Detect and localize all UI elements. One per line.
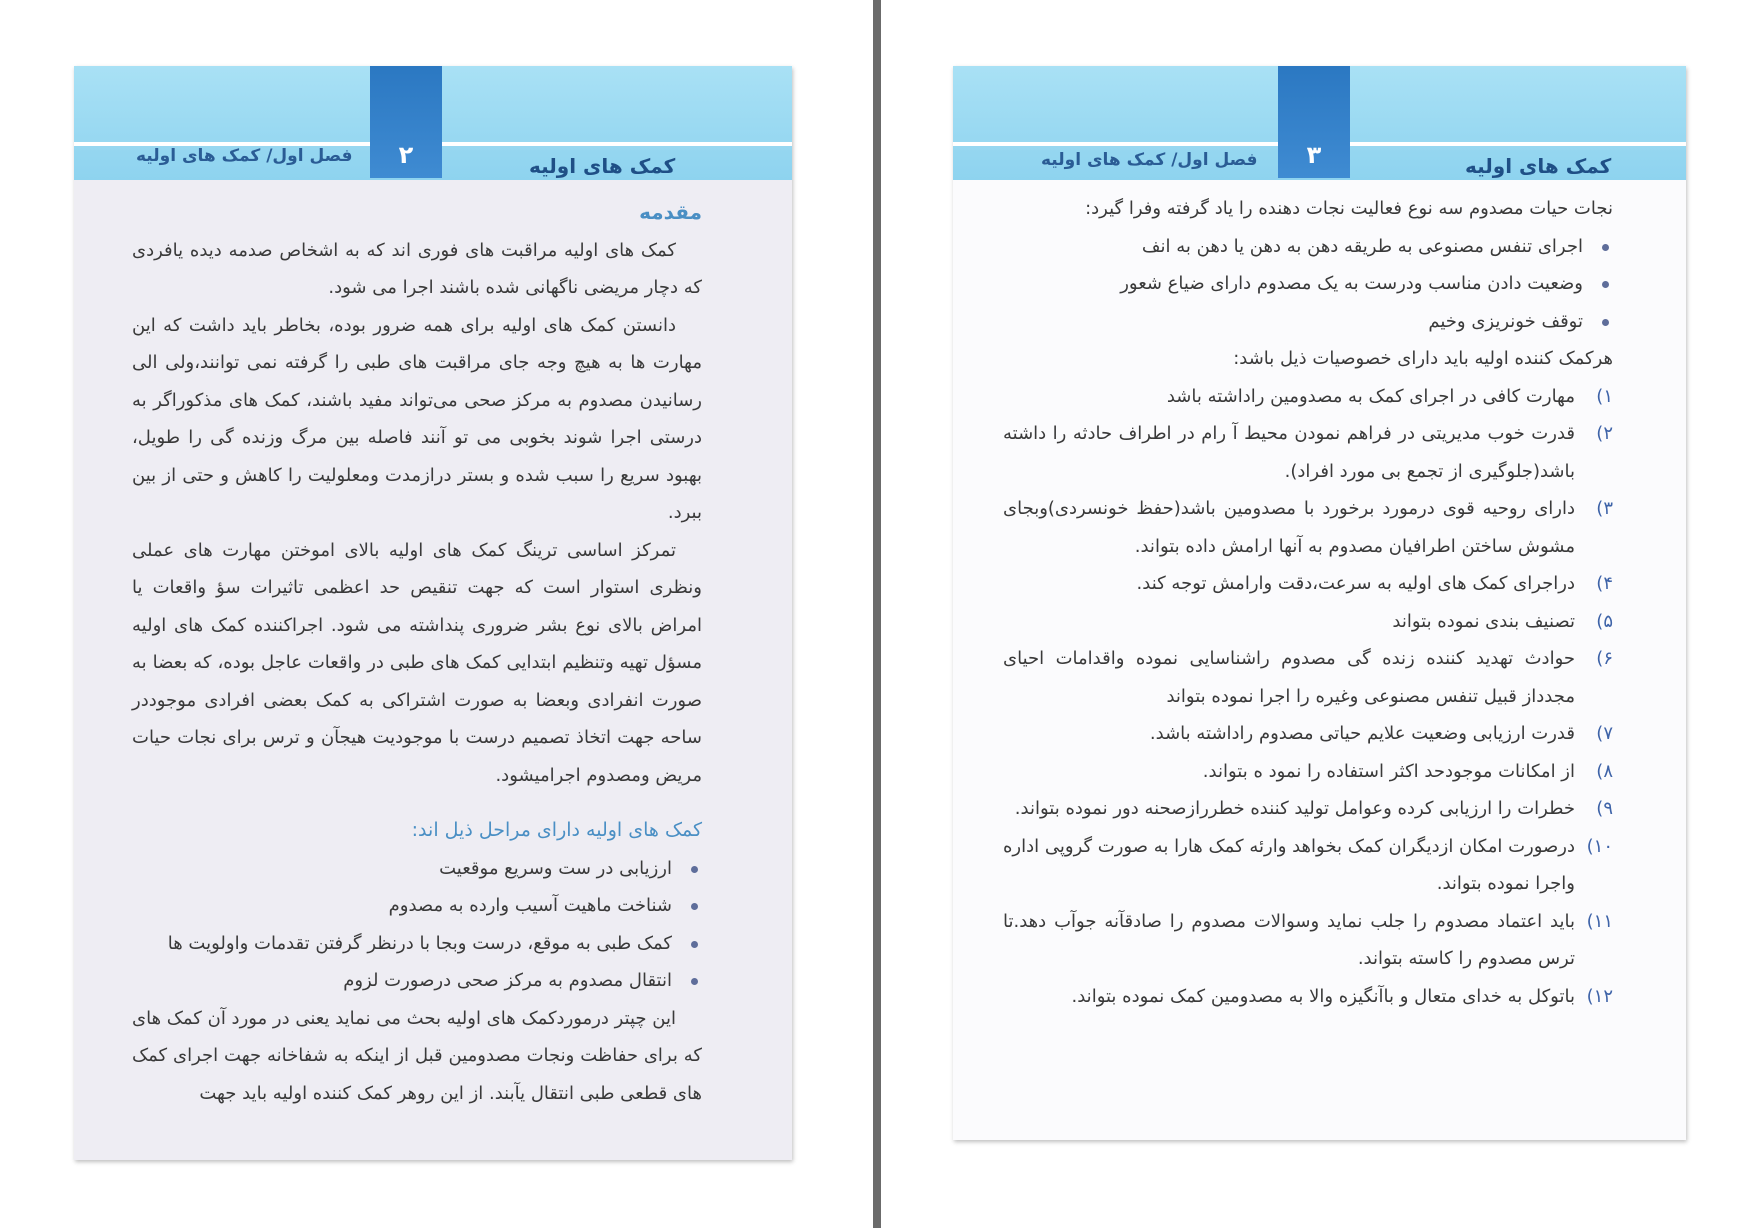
list-number: ۹): [1596, 798, 1613, 819]
list-item: [1003, 903, 1613, 978]
activities-list: [1003, 228, 1613, 341]
list-number: ۷): [1596, 723, 1613, 744]
list-text: قدرت ارزیابی وضعیت علایم حیاتی مصدوم راداشته باشد.: [1149, 723, 1575, 744]
list-item: [1003, 790, 1613, 828]
page-number: ۳: [1306, 141, 1322, 169]
list-number: ۶): [1596, 648, 1613, 669]
list-item: [1003, 828, 1613, 903]
list-item: [1003, 978, 1613, 1016]
list-item: [1003, 490, 1613, 565]
stages-list: [132, 850, 702, 1000]
list-text: تصنیف بندی نموده بتواند: [1392, 610, 1575, 632]
list-item: وضعیت دادن مناسب ودرست به یک مصدوم دارای ضیاع شعور: [1003, 265, 1583, 303]
section-heading: مقدمه: [639, 200, 702, 224]
list-text: قدرت خوب مدیریتی در فراهم نمودن محیط آ رام در اطراف حادثه را داشته باشد(جلوگیری از تجمع بی مورد افراد).: [1003, 423, 1575, 482]
qualities-list: [1003, 378, 1613, 1016]
list-text: باتوکل به خدای متعال و باآنگیزه والا به مصدومین کمک نموده بتواند.: [1071, 985, 1575, 1007]
list-text: حوادث تهدید کننده زنده گی مصدوم راشناسایی نموده واقدامات احیای مجدداز قبیل تنفس مصنوعی وغیره را اجرا نموده بتواند: [1003, 648, 1575, 707]
list-item: انتقال مصدوم به مرکز صحی درصورت لزوم: [132, 962, 672, 1000]
list-number: ۱۰): [1586, 835, 1613, 857]
running-title: کمک های اولیه: [1465, 154, 1612, 178]
page-number: ۲: [398, 141, 414, 169]
paragraph: هرکمک کننده اولیه باید دارای خصوصیات ذیل باشد:: [1233, 348, 1613, 369]
list-item: کمک طبی به موقع، درست وبجا با درنظر گرفتن تقدمات واولویت ها: [132, 925, 672, 963]
running-chapter: فصل اول/ کمک های اولیه: [136, 146, 353, 166]
list-text: دراجرای کمک های اولیه به سرعت،دقت وارامش توجه کند.: [1136, 573, 1575, 594]
book-page-left: [74, 66, 792, 1160]
list-number: ۲): [1596, 423, 1613, 444]
list-item: [1003, 753, 1613, 791]
paragraph: تمرکز اساسی ترینگ کمک های اولیه بالای اموختن مهارت های عملی ونظری استوار است که جهت تنقیص حد اعظمی تاثیرات سؤ واقعات یا امراض بالای نوع بشر ضروری پنداشته می شود. اجراکننده کمک های اولیه مسؤل تهیه وتنظیم ابتدایی کمک های طبی در واقعات عاجل بوده، که بعضا به صورت انفرادی وبعضا به صورت اشتراکی به کمک بعضی افرادی موجوددر ساحه جهت اتخاذ تصمیم درست با موجودیت هیجآن و ترس برای نجات حیات مریض ومصدوم اجرامیشود.: [132, 539, 702, 786]
list-text: از امکانات موجودحد اکثر استفاده را نمود ه بتواند.: [1202, 760, 1575, 782]
list-number: ۱): [1596, 385, 1613, 407]
paragraph: دانستن کمک های اولیه برای همه ضرور بوده، بخاطر باید داشت که این مهارت ها به هیچ وجه جای مراقبت های طبی را گرفته نمی توانند،ولی الی رسانیدن مصدوم به مرکز صحی می‌تواند مفید باشند، کمک های مذکوراگر به درستی اجرا شوند بخوبی می تو آنند فاصله بین مرگ وزنده گی را طویل، بهبود سریع را سبب شده و بستر درازمدت ومعلولیت را کاهش و حتی از بین ببرد.: [132, 314, 702, 523]
list-number: ۸): [1596, 760, 1613, 782]
list-number: ۵): [1596, 610, 1613, 632]
list-item: [1003, 603, 1613, 641]
page-divider: [873, 0, 881, 1228]
list-number: ۱۱): [1586, 910, 1613, 932]
list-item: [1003, 565, 1613, 603]
paragraph: نجات حیات مصدوم سه نوع فعالیت نجات دهنده را یاد گرفته وفرا گیرد:: [1085, 198, 1613, 219]
page-number-tab: [370, 66, 442, 178]
list-text: مهارت کافی در اجرای کمک به مصدومین راداشته باشد: [1166, 385, 1575, 407]
list-item: [1003, 715, 1613, 753]
page-header: [953, 66, 1686, 180]
paragraph: این چپتر درموردکمک های اولیه بحث می نماید یعنی در مورد آن کمک های که برای حفاظت ونجات مصدومین قبل از اینکه به شفاخانه جهت اجرای کمک های قطعی طبی انتقال یآبند. از این روهر کمک کننده اولیه باید جهت: [132, 1007, 702, 1104]
page-body: [132, 194, 702, 1112]
list-text: باید اعتماد مصدوم را جلب نماید وسوالات مصدوم را صادقآنه جوآب دهد.تا ترس مصدوم را کاسته بتواند.: [1003, 910, 1575, 969]
page-number-tab: [1278, 66, 1350, 178]
list-text: دارای روحیه قوی درمورد برخورد با مصدومین باشد(حفظ خونسردی)وبجای مشوش ساختن اطرافیان مصدوم به آنها ارامش داده بتواند.: [1003, 498, 1575, 557]
list-item: [1003, 640, 1613, 715]
running-chapter: فصل اول/ کمک های اولیه: [1041, 150, 1258, 170]
paragraph: کمک های اولیه مراقبت های فوری اند که به اشخاص صدمه دیده یافردی که دچار مریضی ناگهانی شده باشند اجرا می شود.: [132, 239, 702, 298]
list-item: اجرای تنفس مصنوعی به طریقه دهن به دهن یا دهن به انف: [1003, 228, 1583, 266]
list-item: ارزیابی در ست وسریع موقعیت: [132, 850, 672, 888]
list-number: ۳): [1596, 498, 1613, 519]
book-page-right: [953, 66, 1686, 1140]
list-item: توقف خونریزی وخیم: [1003, 303, 1583, 341]
list-text: درصورت امکان ازدیگران کمک بخواهد وارئه کمک هارا به صورت گروپی اداره واجرا نموده بتواند.: [1003, 835, 1575, 894]
list-item: شناخت ماهیت آسیب وارده به مصدوم: [132, 887, 672, 925]
list-item: [1003, 378, 1613, 416]
list-number: ۱۲): [1586, 985, 1613, 1007]
page-body: [1003, 190, 1613, 1015]
page-header: [74, 66, 792, 180]
running-title: کمک های اولیه: [529, 154, 676, 178]
list-text: خطرات را ارزیابی کرده وعوامل تولید کننده خطررازصحنه دور نموده بتواند.: [1014, 798, 1575, 819]
stages-heading: کمک های اولیه دارای مراحل ذیل اند:: [411, 819, 702, 841]
list-item: [1003, 415, 1613, 490]
list-number: ۴): [1596, 573, 1613, 594]
